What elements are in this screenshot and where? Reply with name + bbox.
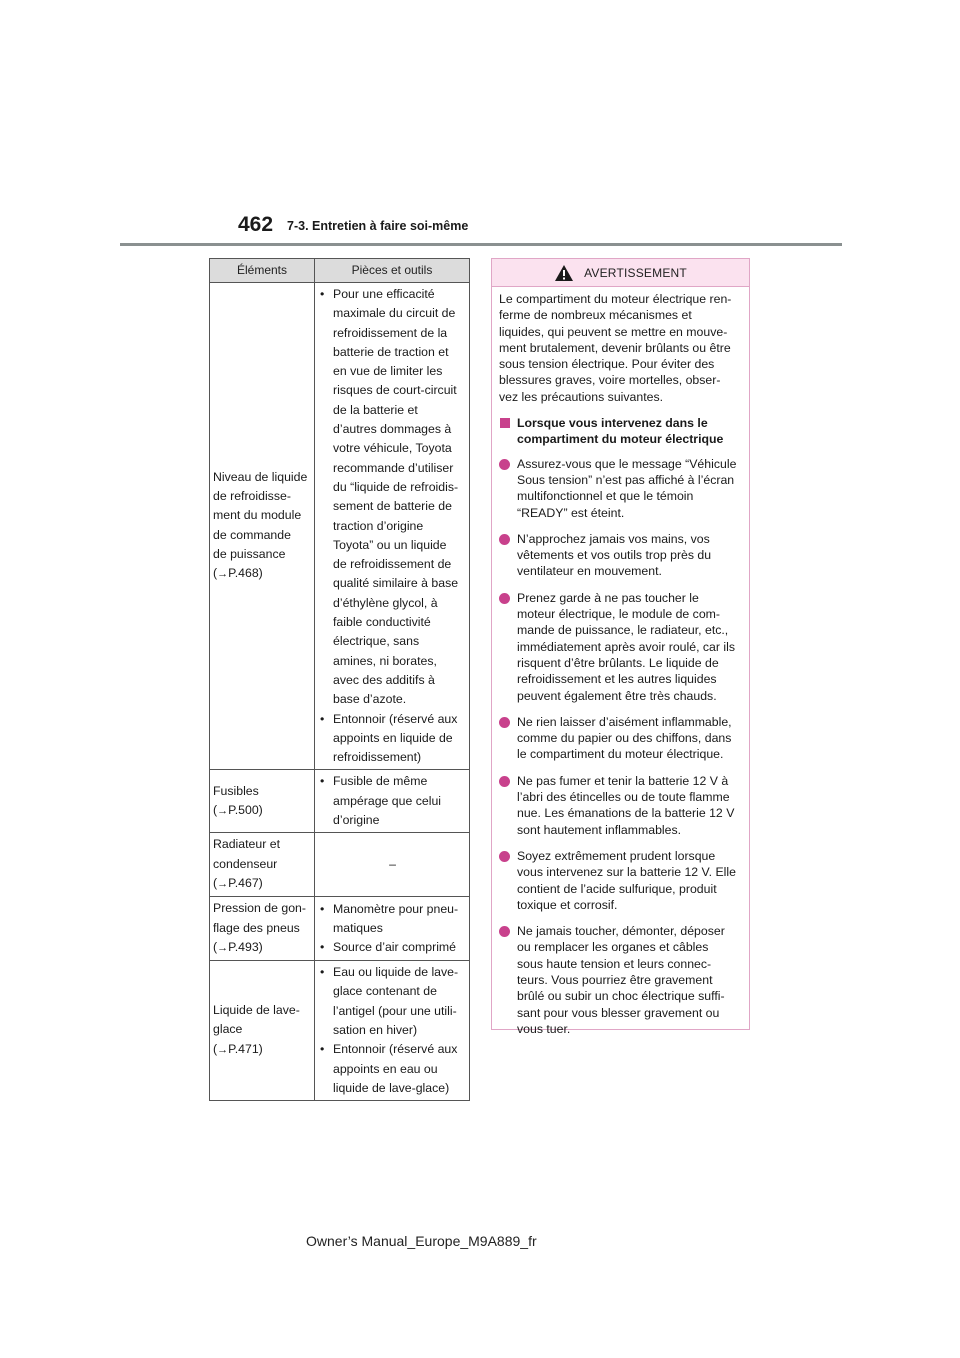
tool-line: qualité similaire à base (333, 576, 459, 591)
subheading-line: compartiment du moteur électrique (517, 432, 724, 447)
circle-bullet-icon (499, 926, 510, 937)
bullet-line: ou remplacer les organes et câbles (517, 940, 709, 955)
bullet-line: multifonctionnel et que le témoin (517, 489, 694, 504)
tool-line: amines, ni borates, (333, 653, 437, 668)
bullet-line: Sous tension” n’est pas affiché à l’écran (517, 472, 735, 487)
arrow-right-icon: → (217, 568, 229, 581)
bullet-line: nue. Les émanations de la batterie 12 V (517, 806, 735, 821)
tools-cell (315, 897, 470, 961)
tool-line: en vue de limiter les (333, 364, 443, 379)
intro-line: Le compartiment du moteur électrique ren- (499, 292, 732, 306)
bullet-line: moteur électrique, le module de com- (517, 607, 720, 622)
warning-bullet (499, 923, 741, 1037)
table-row (210, 770, 470, 833)
intro-line: sous tension électrique. Pour éviter des (499, 357, 715, 372)
header-rule (120, 243, 842, 246)
tool-line: refroidissement) (333, 750, 422, 765)
section-title: 7-3. Entretien à faire soi-même (287, 219, 469, 233)
item-line: Niveau de liquide (213, 469, 308, 484)
square-bullet-icon (500, 418, 510, 428)
tool-line: électrique, sans (333, 634, 420, 649)
tool-line: Fusible de même (333, 774, 428, 789)
bullet-line: Ne pas fumer et tenir la batterie 12 V à (517, 773, 729, 788)
tools-cell: – (315, 833, 470, 897)
page-reference: (→P.468) (213, 566, 263, 581)
warning-bullet (499, 773, 741, 838)
warning-bullet (499, 590, 741, 704)
item-line: de commande (213, 527, 291, 542)
tool-item (319, 285, 466, 710)
item-line: flage des pneus (213, 920, 300, 935)
arrow-right-icon: → (217, 1043, 229, 1056)
tool-line: de la batterie et (333, 402, 418, 417)
tool-list (319, 963, 466, 1098)
warning-bullet (499, 714, 741, 763)
intro-line: ment brutalement, devenir brûlants ou être (499, 340, 731, 355)
page-ref-text: P.467 (228, 875, 259, 890)
warning-bullet (499, 848, 741, 913)
warning-bullet (499, 531, 741, 580)
bullet-line: refroidissement et les autres liquides (517, 672, 717, 687)
circle-bullet-icon (499, 534, 510, 545)
bullet-line: peuvent également être très chauds. (517, 688, 717, 703)
item-line: Liquide de lave- (213, 1003, 300, 1018)
warning-header (492, 259, 749, 287)
tool-item (319, 1040, 466, 1098)
warning-box (491, 258, 750, 1036)
tool-item (319, 900, 466, 939)
bullet-line: Ne rien laisser d’aisément inflammable, (517, 714, 732, 729)
bullet-line: Prenez garde à ne pas toucher le (517, 590, 699, 605)
tool-line: glace contenant de (333, 984, 437, 999)
tool-item (319, 938, 466, 957)
warning-bullet (499, 456, 741, 521)
circle-bullet-icon (499, 851, 510, 862)
bullet-line: risquent d’être brûlants. Le liquide de (517, 655, 719, 670)
bullet-line: sant pour vous blesser gravement ou (517, 1005, 720, 1020)
tool-line: recommande d’utiliser (333, 460, 454, 475)
bullet-line: sont hautement inflammables. (517, 822, 682, 837)
intro-line: liquides, qui peuvent se mettre en mouve- (499, 324, 728, 339)
tool-line: maximale du circuit de (333, 306, 456, 321)
bullet-line: immédiatement après avoir roulé, car ils (517, 639, 736, 654)
bullet-line: “READY” est éteint. (517, 505, 625, 520)
bullet-line: teurs. Vous pourriez être gravement (517, 972, 713, 987)
bullet-line: Assurez-vous que le message “Véhicule (517, 456, 737, 471)
page-number: 462 (238, 213, 274, 236)
tool-item (319, 710, 466, 768)
bullet-line: ventilateur en mouvement. (517, 564, 662, 579)
tool-line: d’autres dommages à (333, 422, 452, 437)
bullet-line: mande de puissance, le radiateur, etc., (517, 623, 729, 638)
tool-line: Eau ou liquide de lave- (333, 965, 459, 980)
table-body (210, 283, 470, 1101)
item-cell (210, 283, 315, 770)
item-cell (210, 961, 315, 1101)
item-cell (210, 770, 315, 833)
item-line: Pression de gon- (213, 901, 306, 916)
bullet-line: N’approchez jamais vos mains, vos (517, 531, 710, 546)
arrow-right-icon: → (217, 877, 229, 890)
tools-cell (315, 770, 470, 833)
tool-line: traction d’origine (333, 518, 424, 533)
warning-body (492, 287, 749, 1037)
circle-bullet-icon (499, 459, 510, 470)
footer-text: Owner’s Manual_Europe_M9A889_fr (306, 1233, 537, 1249)
tool-line: d’éthylène glycol, à (333, 595, 438, 610)
tool-line: faible conductivité (333, 615, 431, 630)
page-reference: (→P.471) (213, 1041, 263, 1056)
tool-line: Pour une efficacité (333, 287, 435, 301)
bullet-line: Ne jamais toucher, démonter, déposer (517, 924, 725, 939)
parts-table (209, 258, 470, 1101)
table-row (210, 961, 470, 1101)
bullet-line: vêtements et vos outils trop près du (517, 548, 712, 563)
tool-line: matiques (333, 921, 383, 935)
bullet-line: l’abri des étincelles ou de toute flamme (517, 790, 730, 805)
tool-line: du “liquide de refroidis- (333, 479, 459, 494)
arrow-right-icon: → (217, 941, 229, 954)
tool-list (319, 772, 466, 830)
tool-line: de refroidissement de (333, 557, 452, 572)
page-ref-text: P.500 (228, 802, 259, 817)
tool-item (319, 772, 466, 830)
item-line: condenseur (213, 856, 278, 871)
tool-list (319, 900, 466, 958)
tool-line: Entonnoir (réservé aux (333, 1042, 458, 1057)
tool-line: appoints en eau ou (333, 1061, 438, 1076)
tools-cell (315, 961, 470, 1101)
item-cell (210, 897, 315, 961)
table-row (210, 897, 470, 961)
tool-line: Source d’air comprimé (333, 940, 457, 955)
item-line: ment du module (213, 508, 302, 523)
tool-item (319, 963, 466, 1040)
item-line: glace (213, 1022, 243, 1037)
warning-triangle-icon (554, 264, 574, 282)
subheading-line: Lorsque vous intervenez dans le (517, 416, 708, 431)
table-row (210, 833, 470, 897)
warning-intro (499, 291, 741, 405)
page-reference: (→P.493) (213, 939, 263, 954)
page-reference: (→P.500) (213, 802, 263, 817)
item-line: Radiateur et (213, 837, 280, 852)
item-line: Fusibles (213, 783, 259, 798)
tool-line: d’origine (333, 813, 380, 828)
bullet-line: Soyez extrêmement prudent lorsque (517, 848, 716, 863)
intro-line: ferme de nombreux mécanismes et (499, 308, 692, 323)
bullet-line: vous tuer. (517, 1021, 571, 1036)
tool-line: batterie de traction et (333, 344, 449, 359)
page-ref-text: P.471 (228, 1041, 259, 1056)
table-row (210, 283, 470, 770)
bullet-line: vous intervenez sur la batterie 12 V. Elle (517, 865, 736, 880)
item-cell (210, 833, 315, 897)
warning-subheading (499, 415, 741, 448)
circle-bullet-icon (499, 593, 510, 604)
warning-title: AVERTISSEMENT (584, 265, 687, 280)
tool-line: Toyota” ou un liquide (333, 537, 447, 552)
tool-line: sement de batterie de (333, 499, 452, 514)
tool-line: avec des additifs à (333, 672, 435, 687)
bullet-line: toxique et corrosif. (517, 897, 618, 912)
item-line: de refroidisse- (213, 489, 291, 504)
tool-line: Entonnoir (réservé aux (333, 711, 458, 726)
intro-line: vez les précautions suivantes. (499, 389, 664, 404)
tool-line: l’antigel (pour une utili- (333, 1003, 457, 1018)
tool-line: risques de court-circuit (333, 383, 457, 398)
bullet-line: brûlé ou subir un choc électrique suffi- (517, 989, 725, 1004)
table-header-row (210, 259, 470, 283)
tool-line: Manomètre pour pneu- (333, 901, 459, 916)
tool-line: liquide de lave-glace) (333, 1080, 450, 1095)
item-line: de puissance (213, 547, 286, 561)
page-reference: (→P.467) (213, 875, 263, 890)
tool-line: votre véhicule, Toyota (333, 441, 452, 456)
intro-line: blessures graves, voire mortelles, obser- (499, 373, 721, 388)
tool-line: ampérage que celui (333, 793, 442, 808)
tool-line: base d’azote. (333, 692, 407, 707)
page-ref-text: P.468 (228, 566, 259, 581)
header-tools: Pièces et outils (315, 259, 470, 283)
circle-bullet-icon (499, 776, 510, 787)
tool-line: appoints en liquide de (333, 730, 453, 745)
header-elements: Éléments (210, 259, 315, 283)
tool-line: refroidissement de la (333, 325, 448, 340)
bullet-line: le compartiment du moteur électrique. (517, 747, 724, 762)
bullet-line: comme du papier ou des chiffons, dans (517, 731, 732, 746)
tool-line: sation en hiver) (333, 1022, 418, 1037)
circle-bullet-icon (499, 717, 510, 728)
arrow-right-icon: → (217, 804, 229, 817)
tool-list (319, 285, 466, 767)
tools-cell (315, 283, 470, 770)
bullet-line: sous haute tension et leurs connec- (517, 956, 712, 971)
page-ref-text: P.493 (228, 939, 259, 954)
bullet-line: contient de l’acide sulfurique, produit (517, 881, 717, 896)
